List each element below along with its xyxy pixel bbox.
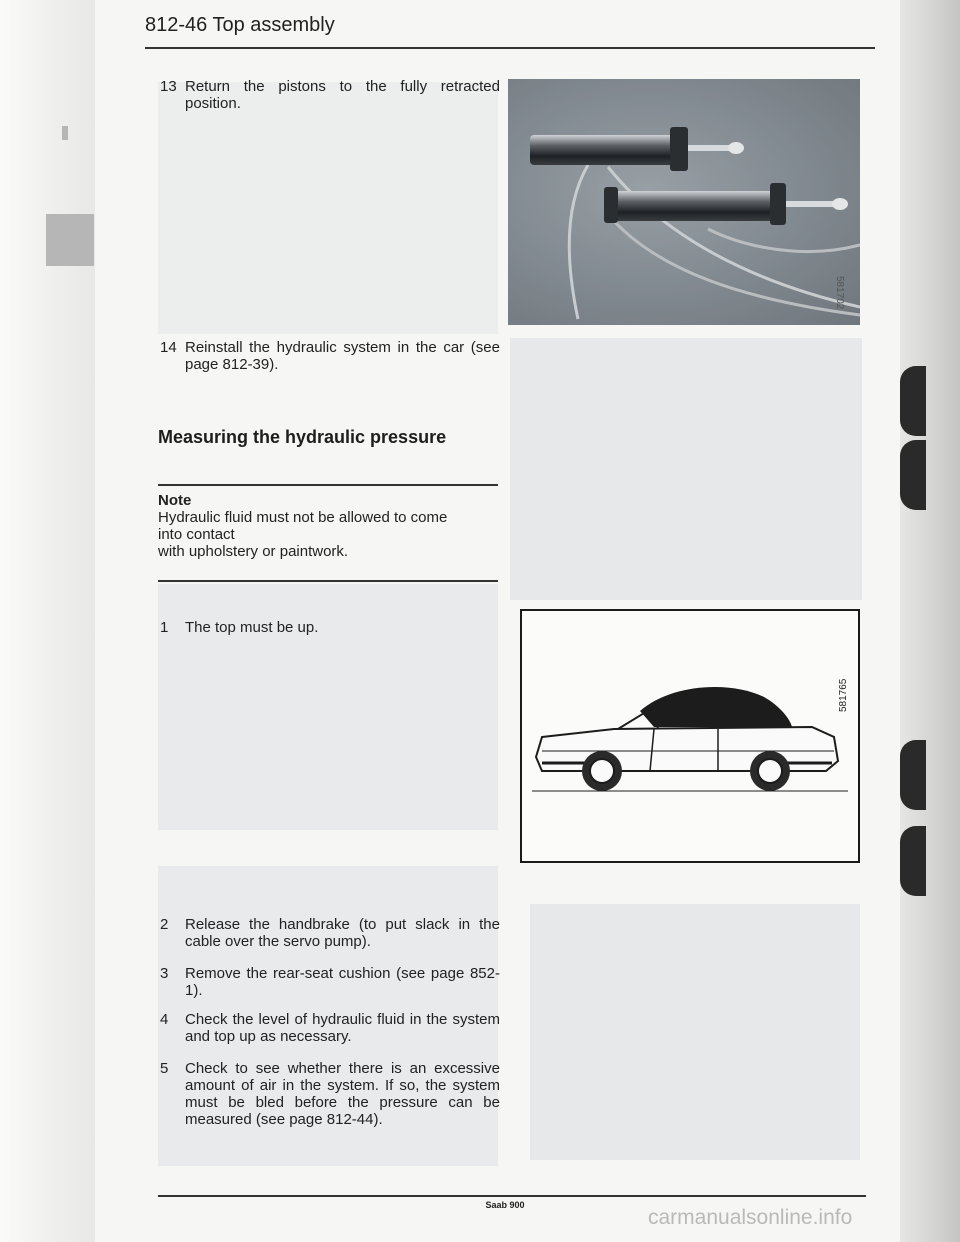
convertible-car-figure	[520, 609, 860, 863]
step-text: Return the pistons to the fully retracted position.	[185, 78, 500, 112]
step-3	[160, 965, 500, 999]
thumb-tab	[900, 826, 926, 896]
binding-mark	[46, 214, 94, 266]
thumb-tab	[900, 366, 926, 436]
step-number: 14	[160, 339, 177, 356]
thumb-tab	[900, 440, 926, 510]
step-number: 1	[160, 619, 169, 636]
hydraulic-cylinders-illustration	[508, 79, 860, 325]
note-box	[158, 492, 498, 560]
footer-label: Saab 900	[485, 1200, 525, 1210]
footer-rule	[158, 1195, 866, 1197]
step-text: Check the level of hydraulic fluid in the system and top up as necessary.	[185, 1011, 500, 1045]
figure-code: 581702	[834, 276, 845, 310]
step-text: Reinstall the hydraulic system in the car (see page 812-39).	[185, 339, 500, 373]
step-number: 3	[160, 965, 169, 982]
step-4	[160, 1011, 500, 1045]
hydraulic-cylinders-photo	[508, 79, 860, 325]
step-2	[160, 916, 500, 950]
step-text: The top must be up.	[185, 619, 319, 636]
note-top-rule	[158, 484, 498, 486]
right-page-edge	[900, 0, 960, 1242]
step-number: 13	[160, 78, 177, 95]
step-number: 2	[160, 916, 169, 933]
bleed-through-block	[158, 82, 498, 334]
thumb-tab	[900, 740, 926, 810]
step-13	[160, 78, 500, 112]
section-heading: Measuring the hydraulic pressure	[158, 427, 447, 447]
step-number: 5	[160, 1060, 169, 1077]
watermark: carmanualsonline.info	[648, 1206, 853, 1229]
step-text: Remove the rear-seat cushion (see page 852-1).	[185, 965, 500, 999]
binding-mark	[62, 126, 68, 140]
figure-code: 581765	[838, 678, 849, 712]
step-text: Release the handbrake (to put slack in the cable over the servo pump).	[185, 916, 500, 950]
binding-strip	[0, 0, 95, 1242]
bleed-through-block	[510, 338, 862, 600]
page-title: 812-46 Top assembly	[145, 14, 335, 36]
bleed-through-block	[530, 904, 860, 1160]
note-line: with upholstery or paintwork.	[158, 543, 349, 560]
convertible-car-drawing	[522, 611, 858, 861]
step-number: 4	[160, 1011, 169, 1028]
header-rule	[145, 47, 875, 49]
note-bottom-rule	[158, 580, 498, 582]
step-5	[160, 1060, 500, 1128]
note-line: into contact	[158, 526, 235, 543]
note-label: Note	[158, 492, 192, 509]
step-14	[160, 339, 500, 373]
note-line: Hydraulic fluid must not be allowed to come	[158, 509, 448, 526]
step-1	[160, 619, 500, 636]
step-text: Check to see whether there is an excessive amount of air in the system. If so, the system must be bled before the pressure can be measured (see page 812-44).	[185, 1060, 500, 1128]
